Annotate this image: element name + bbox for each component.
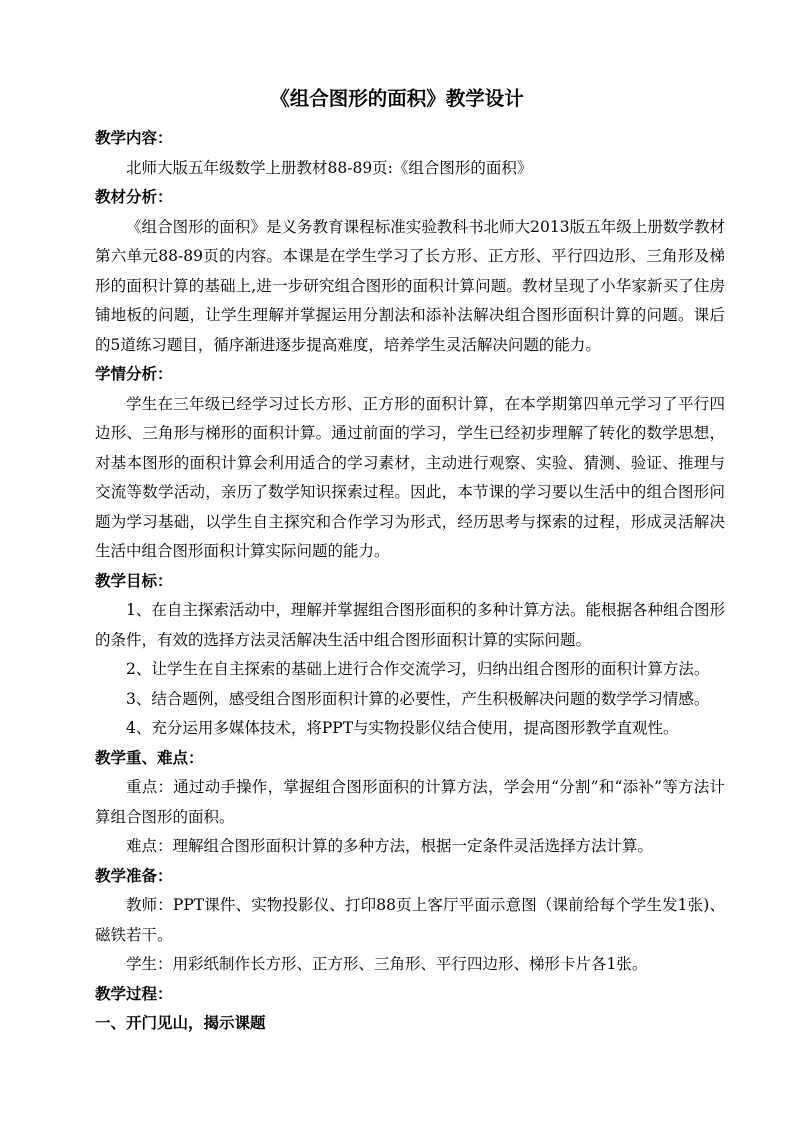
objective-item: 2、让学生在自主探索的基础上进行合作交流学习，归纳出组合图形的面积计算方法。: [126, 660, 710, 678]
section-heading: 教学内容：: [95, 129, 173, 147]
objective-item: 4、充分运用多媒体技术，将PPT与实物投影仪结合使用，提高图形教学直观性。: [126, 719, 679, 737]
student-preparation: 学生：用彩纸制作长方形、正方形、三角形、平行四边形、梯形卡片各1张。: [126, 955, 648, 973]
objective-item: 1、在自主探索活动中，理解并掌握组合图形面积的多种计算方法。能根据各种组合图形的条件，有效的选择方法灵活解决生活中组合图形面积计算的实际问题。: [95, 601, 725, 649]
teacher-preparation: 教师：PPT课件、实物投影仪、打印88页上客厅平面示意图（课前给每个学生发1张)、磁铁若干。: [95, 896, 725, 944]
section-heading: 教学过程：: [95, 984, 173, 1003]
section-teaching-content: [95, 124, 725, 183]
step-heading: 一、开门见山，揭示课题: [95, 1014, 266, 1032]
section-heading: 教学目标：: [95, 571, 173, 590]
section-teaching-objectives: [95, 567, 725, 744]
objective-item: 3、结合题例，感受组合图形面积计算的必要性，产生积极解决问题的数学学习情感。: [126, 689, 710, 708]
section-key-points: [95, 744, 725, 862]
document-body: [95, 124, 725, 1039]
paragraph: 《组合图形的面积》是义务教育课程标准实验教科书北师大2013版五年级上册数学教材第六单元88-89页的内容。本课是在学生学习了长方形、正方形、平行四边形、三角形及梯形的面积计算的基础上,进一步研究组合图形的面积计算问题。教材呈现了小华家新买了住房铺地板的问题，让学生理解并掌握运用分割法和添补法解决组合图形面积计算的问题。课后的5道练习题目，循序渐进逐步提高难度，培养学生灵活解决问题的能力。: [95, 217, 725, 354]
document-title: 《组合图形的面积》教学设计: [270, 87, 524, 110]
section-student-analysis: [95, 360, 725, 567]
section-heading: 学情分析：: [95, 365, 173, 383]
section-textbook-analysis: [95, 183, 725, 360]
section-heading: 教学准备：: [95, 866, 173, 885]
difficult-point: 难点：理解组合图形面积计算的多种方法，根据一定条件灵活选择方法计算。: [126, 837, 654, 855]
paragraph: 学生在三年级已经学习过长方形、正方形的面积计算，在本学期第四单元学习了平行四边形、三角形与梯形的面积计算。通过前面的学习，学生已经初步理解了转化的数学思想，对基本图形的面积计算会利用适合的学习素材，主动进行观察、实验、猜测、验证、推理与交流等数学活动，亲历了数学知识探索过程。因此，本节课的学习要以生活中的组合图形问题为学习基础，以学生自主探究和合作学习为形式，经历思考与探索的过程，形成灵活解决生活中组合图形面积计算实际问题的能力。: [95, 394, 725, 560]
section-heading: 教材分析：: [95, 188, 173, 206]
key-point: 重点：通过动手操作，掌握组合图形面积的计算方法，学会用“分割”和“添补”等方法计算组合图形的面积。: [95, 778, 725, 826]
section-preparation: [95, 862, 725, 980]
section-teaching-process: [95, 980, 725, 1039]
section-heading: 教学重、难点：: [95, 748, 204, 767]
paragraph: 北师大版五年级数学上册教材88-89页:《组合图形的面积》: [126, 158, 533, 177]
